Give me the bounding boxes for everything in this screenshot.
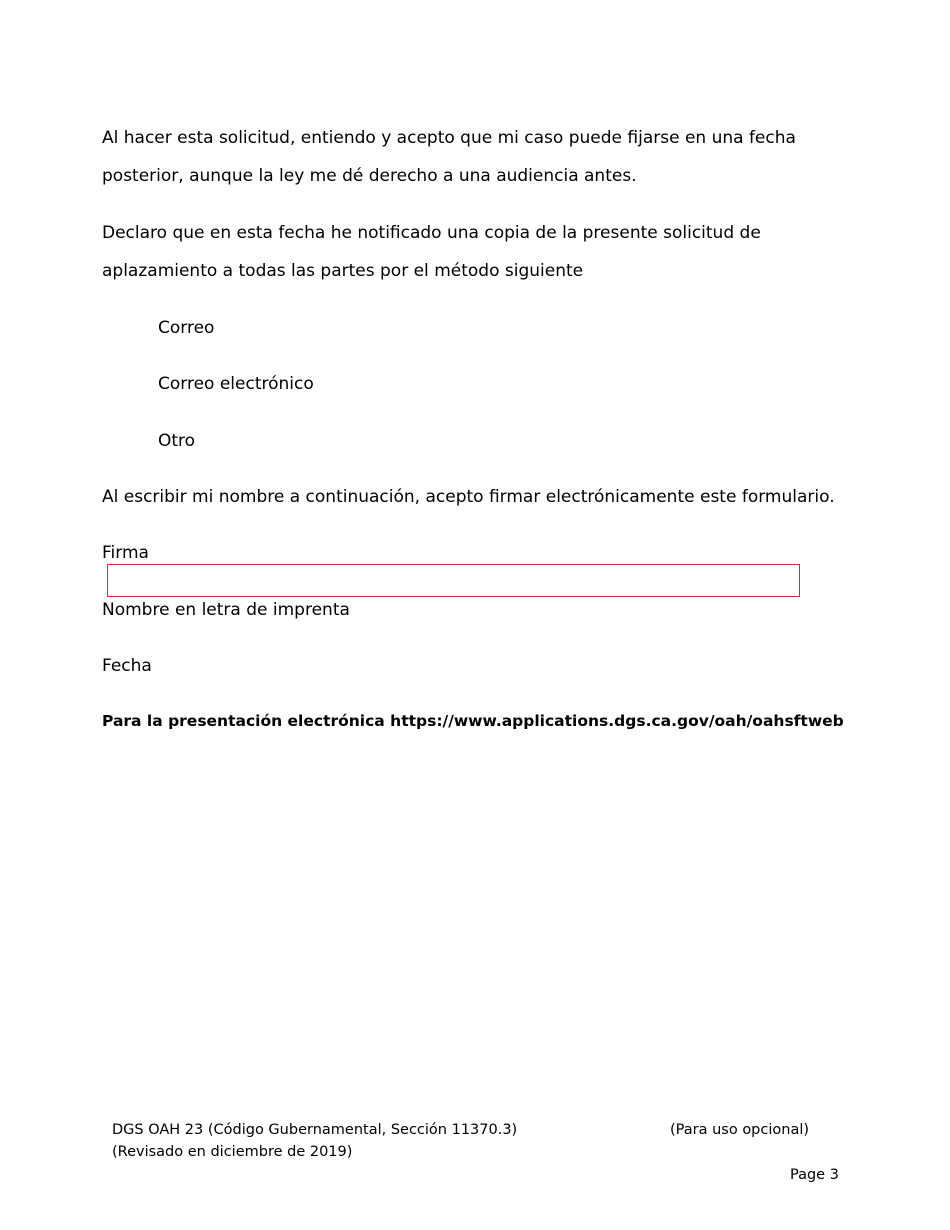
paragraph-1-line-1: Al hacer esta solicitud, entiendo y acepto que mi caso puede fijarse en una fecha — [102, 128, 796, 148]
efiling-notice: Para la presentación electrónica https://www.applications.dgs.ca.gov/oah/oahsftweb — [102, 712, 844, 730]
date-label: Fecha — [102, 656, 152, 676]
service-method-email[interactable]: Correo electrónico — [158, 374, 314, 394]
printed-name-label: Nombre en letra de imprenta — [102, 600, 350, 620]
paragraph-2-line-2: aplazamiento a todas las partes por el método siguiente — [102, 261, 584, 281]
paragraph-2-line-1: Declaro que en esta fecha he notificado una copia de la presente solicitud de — [102, 223, 761, 243]
footer-optional-use: (Para uso opcional) — [670, 1122, 810, 1138]
page-number: Page 3 — [790, 1167, 839, 1183]
consent-statement: Al escribir mi nombre a continuación, acepto firmar electrónicamente este formulario. — [102, 487, 835, 507]
paragraph-1-line-2: posterior, aunque la ley me dé derecho a una audiencia antes. — [102, 166, 637, 186]
footer-revision: (Revisado en diciembre de 2019) — [112, 1144, 353, 1160]
footer-form-id: DGS OAH 23 (Código Gubernamental, Sección 11370.3) — [112, 1122, 518, 1138]
signature-label: Firma — [102, 543, 149, 563]
service-method-mail[interactable]: Correo — [158, 318, 215, 338]
signature-input[interactable] — [107, 564, 800, 597]
service-method-other[interactable]: Otro — [158, 431, 196, 451]
